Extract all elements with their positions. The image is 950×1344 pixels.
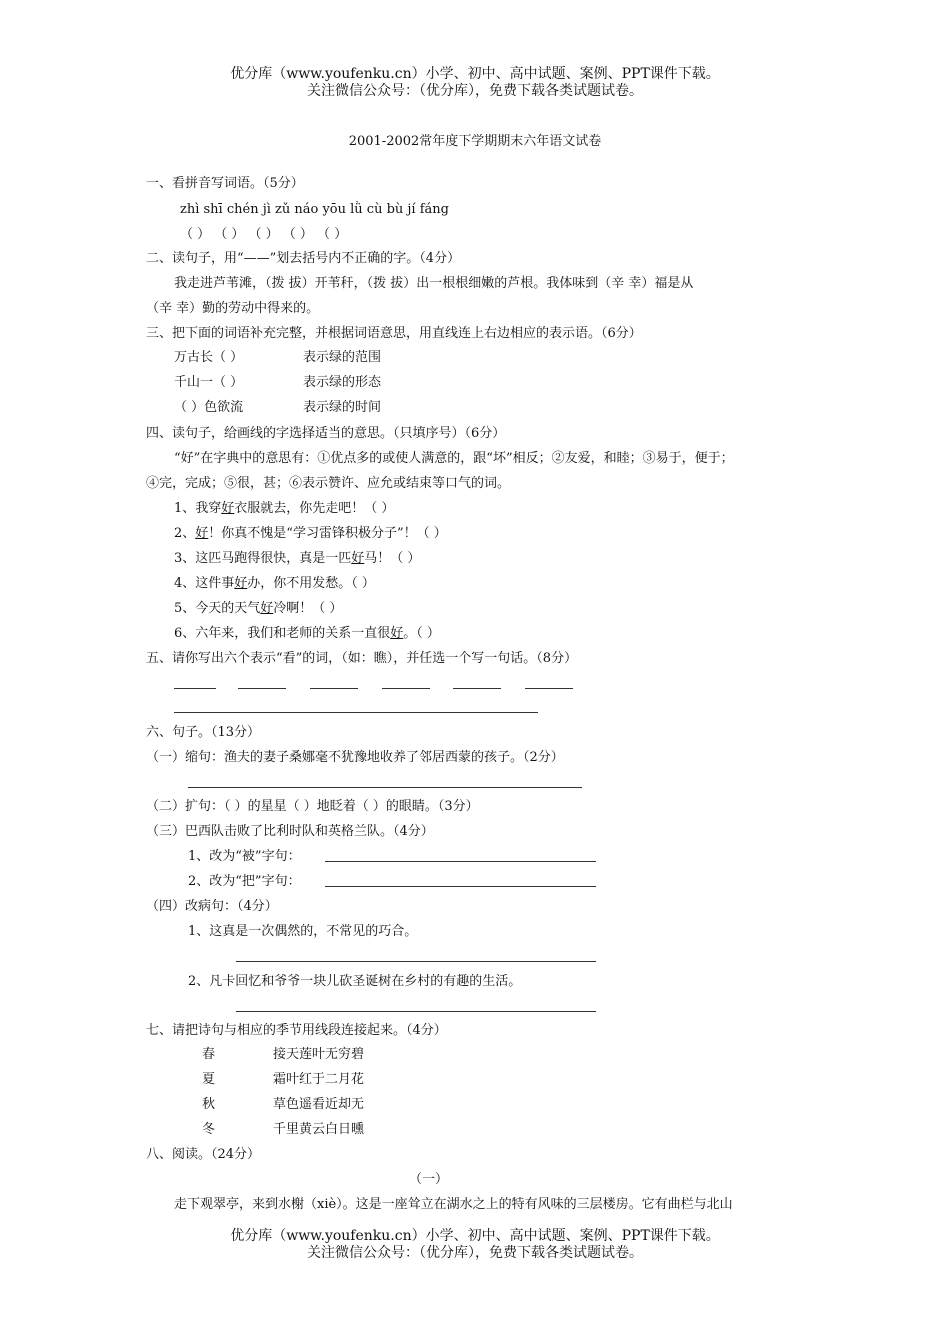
section-6-part-4a: 1、这真是一次偶然的，不常见的巧合。 [188, 924, 418, 939]
poem-line: 千里黄云白日曛 [273, 1122, 365, 1137]
section-6-part-3a: 1、改为“被”字句： [188, 849, 301, 864]
answer-blank[interactable] [310, 688, 358, 689]
word-item: 万古长（ ） [174, 350, 244, 365]
section-2-line-2: （辛 幸）勤的劳动中得来的。 [146, 301, 320, 316]
season-item: 冬 [202, 1122, 216, 1137]
section-6-part-3: （三）巴西队击败了比利时队和英格兰队。（4分） [146, 824, 434, 839]
page-footer [0, 1228, 950, 1262]
underlined-char: 好 [390, 626, 404, 641]
poem-line: 霜叶红于二月花 [273, 1072, 365, 1087]
section-8-heading: 八、阅读。（24分） [146, 1147, 261, 1162]
season-item: 夏 [202, 1072, 216, 1087]
page-header [0, 66, 950, 100]
season-item: 春 [202, 1047, 216, 1062]
section-1-brackets: （ ） （ ） （ ） （ ） （ ） [180, 227, 348, 242]
section-7-heading: 七、请把诗句与相应的季节用线段连接起来。（4分） [146, 1023, 447, 1038]
underlined-char: 好 [351, 551, 365, 566]
meaning-item: 表示绿的形态 [303, 375, 382, 390]
section-6-part-4b: 2、凡卡回忆和爷爷一块儿砍圣诞树在乡村的有趣的生活。 [188, 974, 522, 989]
question-item: 3、这匹马跑得很快，真是一匹好马！（ ） [174, 551, 421, 566]
underlined-char: 好 [221, 501, 235, 516]
question-item: 4、这件事好办，你不用发愁。（ ） [174, 576, 375, 591]
word-item: （ ）色欲流 [174, 400, 244, 415]
section-1-heading: 一、看拼音写词语。（5分） [146, 176, 304, 191]
section-6-part-4: （四）改病句：（4分） [146, 899, 278, 914]
poem-line: 草色遥看近却无 [273, 1097, 365, 1112]
answer-blank[interactable] [382, 688, 430, 689]
header-line-1: 优分库（www.youfenku.cn）小学、初中、高中试题、案例、PPT课件下载。 [230, 66, 720, 82]
section-7-poems [273, 1042, 364, 1142]
section-5-heading: 五、请你写出六个表示“看”的词，（如：瞧），并任选一个写一句话。（8分） [146, 651, 578, 666]
section-3-heading: 三、把下面的词语补充完整，并根据词语意思，用直线连上右边相应的表示语。（6分） [146, 326, 642, 341]
underlined-char: 好 [195, 526, 209, 541]
underlined-char: 好 [234, 576, 248, 591]
word-item: 千山一（ ） [174, 375, 244, 390]
reading-text: 走下观翠亭，来到水榭（xiè）。这是一座耸立在湖水之上的特有风味的三层楼房。它有曲栏与北山 [174, 1197, 733, 1212]
header-line-2: 关注微信公众号：（优分库），免费下载各类试题试卷。 [307, 83, 643, 99]
section-4-definitions-2: ④完，完成；⑤很，甚；⑥表示赞许、应允或结束等口气的词。 [146, 476, 511, 491]
answer-blank[interactable] [525, 688, 573, 689]
answer-blank[interactable] [453, 688, 501, 689]
meaning-item: 表示绿的范围 [303, 350, 382, 365]
section-2-heading: 二、读句子，用“——”划去括号内不正确的字。（4分） [146, 251, 461, 266]
question-item: 1、我穿好衣服就去，你先走吧！（ ） [174, 501, 395, 516]
section-2-line-1: 我走进芦苇滩，（拨 拔）开苇秆，（拨 拔）出一根根细嫩的芦根。我体味到（辛 幸）福是从 [174, 276, 694, 291]
poem-line: 接天莲叶无穷碧 [273, 1047, 365, 1062]
section-4-definitions-1: “好”在字典中的意思有：①优点多的或使人满意的，跟“坏”相反；②友爱，和睦；③易于，便于； [174, 451, 734, 466]
meaning-item: 表示绿的时间 [303, 400, 382, 415]
section-4-heading: 四、读句子，给画线的字选择适当的意思。（只填序号）（6分） [146, 426, 506, 441]
section-6-part-1: （一）缩句：渔夫的妻子桑娜毫不犹豫地收养了邻居西蒙的孩子。（2分） [146, 750, 564, 765]
section-3-meanings [303, 345, 381, 420]
answer-blank[interactable] [236, 961, 596, 962]
answer-blank[interactable] [174, 688, 216, 689]
reading-subheading: （一） [409, 1172, 449, 1187]
section-1-pinyin: zhì shī chén jì zǔ náo yōu lǜ cù bù jí fáng [180, 202, 449, 217]
footer-line-1: 优分库（www.youfenku.cn）小学、初中、高中试题、案例、PPT课件下载。 [230, 1228, 720, 1244]
question-item: 6、六年来，我们和老师的关系一直很好。（ ） [174, 626, 440, 641]
answer-blank[interactable] [325, 886, 596, 887]
season-item: 秋 [202, 1097, 216, 1112]
underlined-char: 好 [260, 601, 274, 616]
answer-blank[interactable] [188, 787, 582, 788]
section-6-part-2: （二）扩句：（ ）的星星（ ）地眨着（ ）的眼睛。（3分） [146, 799, 479, 814]
footer-line-2: 关注微信公众号：（优分库），免费下载各类试题试卷。 [307, 1245, 643, 1261]
answer-blank[interactable] [325, 861, 596, 862]
section-6-heading: 六、句子。（13分） [146, 725, 261, 740]
section-3-words [174, 345, 243, 420]
sentence-blank[interactable] [174, 712, 538, 713]
answer-blank[interactable] [236, 1011, 596, 1012]
exam-title: 2001-2002常年度下学期期末六年语文试卷 [348, 134, 602, 149]
section-7-seasons [202, 1042, 215, 1142]
question-item: 2、好！你真不愧是“学习雷锋积极分子”！（ ） [174, 526, 447, 541]
question-item: 5、今天的天气好冷啊！（ ） [174, 601, 343, 616]
section-6-part-3b: 2、改为“把”字句： [188, 874, 301, 889]
answer-blank[interactable] [238, 688, 286, 689]
